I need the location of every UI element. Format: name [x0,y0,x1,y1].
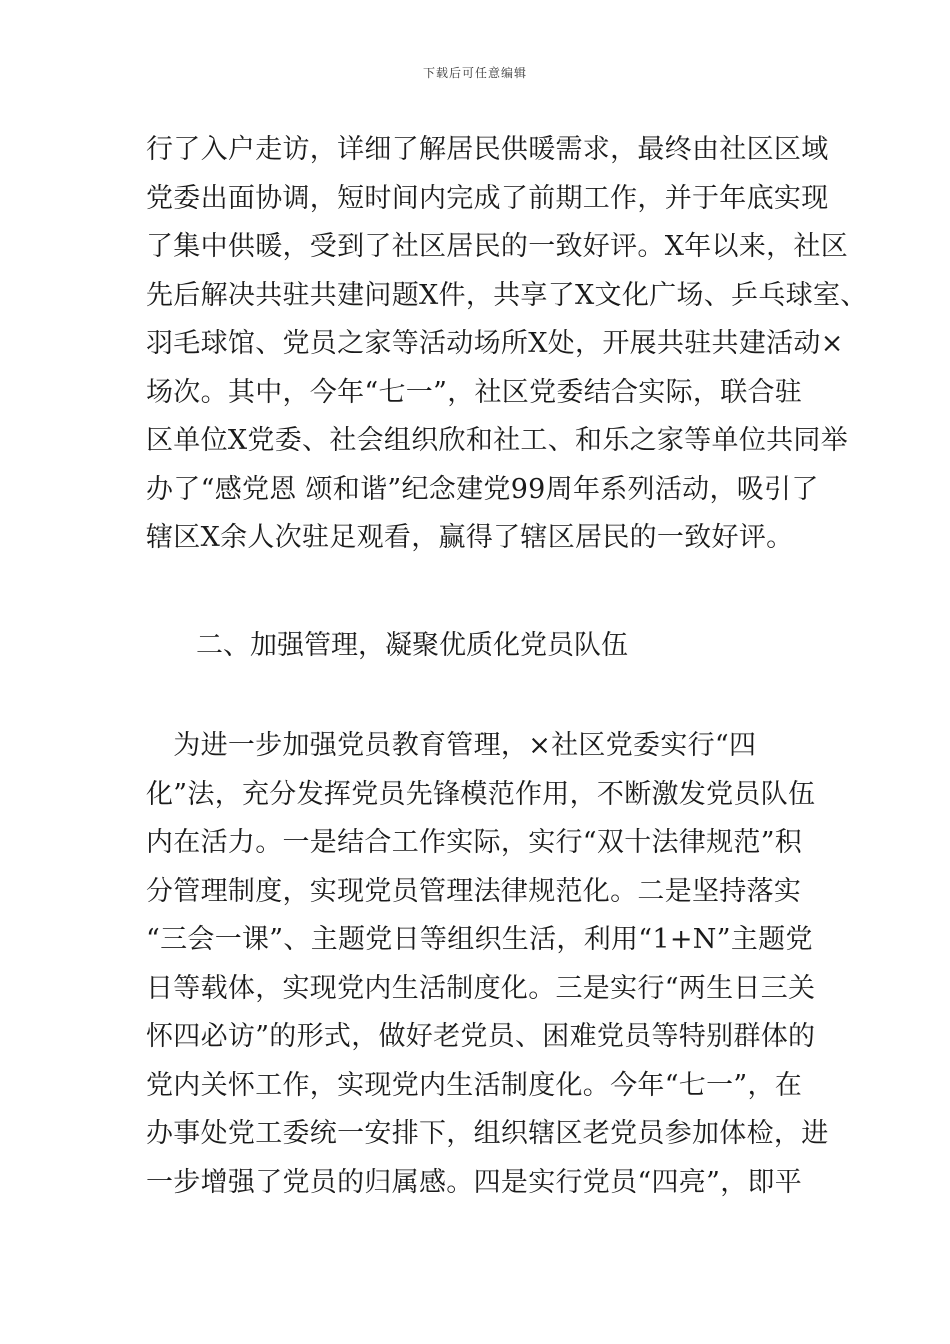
paragraph-line: 分管理制度，实现党员管理法律规范化。二是坚持落实 [146,875,802,907]
paragraph-line: 一步增强了党员的归属感。四是实行党员“四亮”，即平 [146,1166,803,1198]
paragraph-line: 怀四必访”的形式，做好老党员、困难党员等特别群体的 [146,1021,816,1052]
paragraph-line: 日等载体，实现党内生活制度化。三是实行“两生日三关 [146,972,816,1004]
paragraph-line: 办事处党工委统一安排下，组织辖区老党员参加体检，进 [146,1118,829,1149]
paragraph-2 [146,722,829,1207]
paragraph-line: 羽毛球馆、党员之家等活动场所X处，开展共驻共建活动× [146,328,844,359]
paragraph-line: 先后解决共驻共建问题X件，共享了X文化广场、乒乓球室、 [146,279,868,311]
header-note: 下载后可任意编辑 [422,66,527,80]
paragraph-line: 了集中供暖，受到了社区居民的一致好评。X年以来，社区 [146,231,849,262]
paragraph-line: 党委出面协调，短时间内完成了前期工作，并于年底实现 [146,182,829,214]
paragraph-line: 党内关怀工作，实现党内生活制度化。今年“七一”，在 [146,1069,803,1101]
paragraph-line: 办了“感党恩 颂和谐”纪念建党99周年系列活动，吸引了 [146,473,819,505]
section-heading: 二、加强管理，凝聚优质化党员队伍 [196,630,628,661]
paragraph-line: 为进一步加强党员教育管理，×社区党委实行“四 [146,730,757,761]
paragraph-line: 区单位X党委、社会组织欣和社工、和乐之家等单位共同举 [146,425,849,456]
paragraph-line: 内在活力。一是结合工作实际，实行“双十法律规范”积 [146,827,803,858]
paragraph-1 [146,126,868,563]
paragraph-line: 行了入户走访，详细了解居民供暖需求，最终由社区区域 [146,134,829,165]
paragraph-line: 辖区X余人次驻足观看，赢得了辖区居民的一致好评。 [146,522,794,553]
paragraph-line: “三会一课”、主题党日等组织生活，利用“1+N”主题党 [146,924,813,955]
paragraph-line: 化”法，充分发挥党员先锋模范作用，不断激发党员队伍 [146,778,816,810]
paragraph-line: 场次。其中，今年“七一”，社区党委结合实际，联合驻 [146,376,803,408]
